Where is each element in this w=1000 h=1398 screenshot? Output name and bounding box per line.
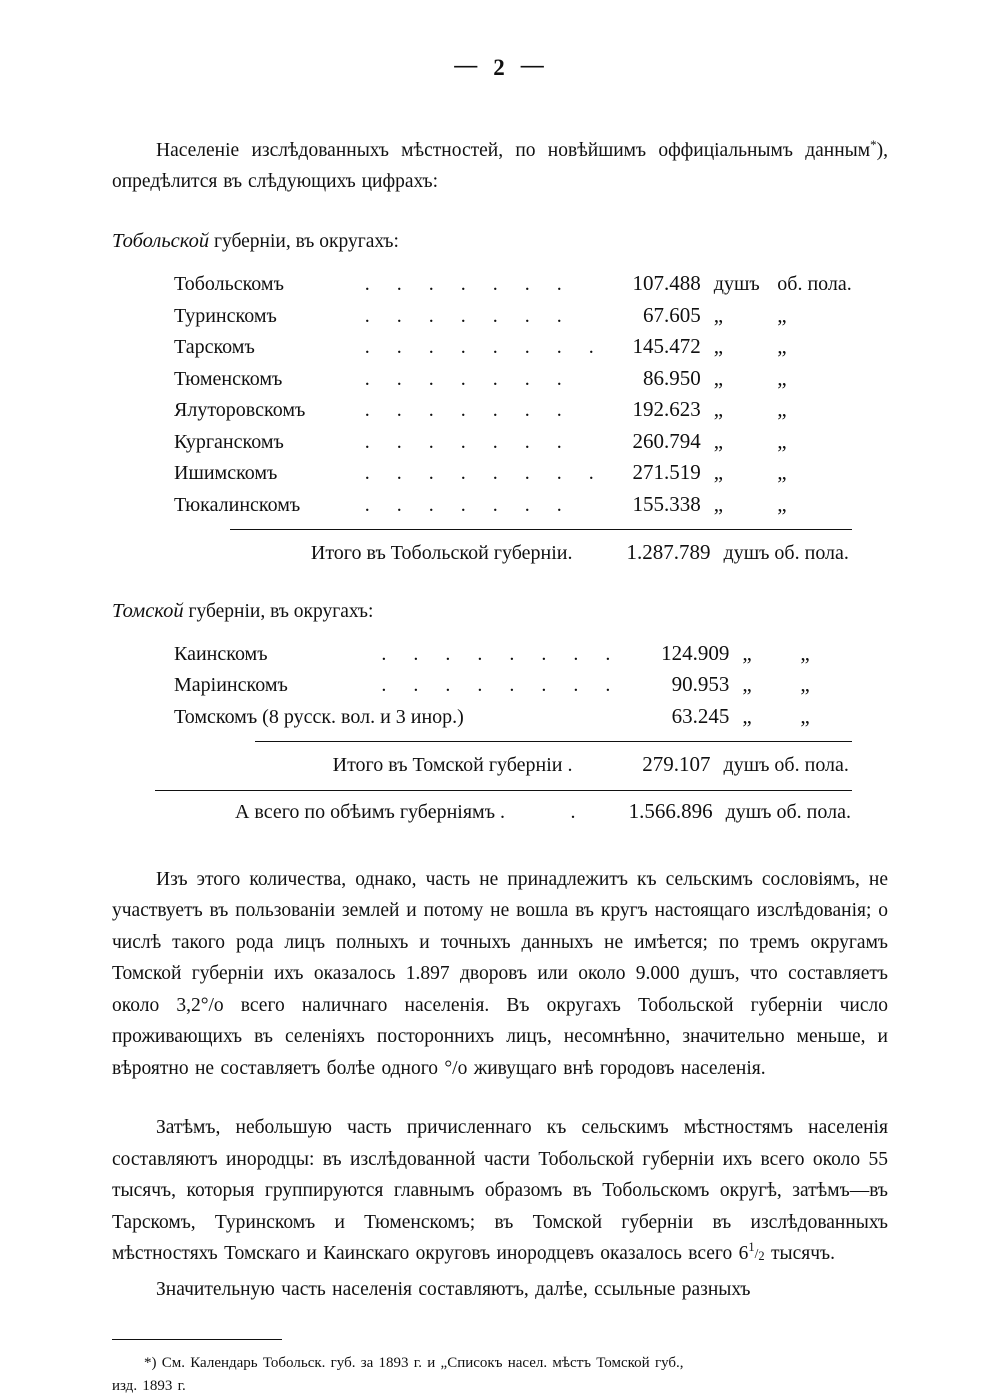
intro-text-part1: Населеніе изслѣдованныхъ мѣстностей, по новѣйшимъ оффиціальнымъ данным [156, 140, 871, 161]
unit-souls: „ [742, 672, 752, 696]
body-paragraph-2 [112, 1112, 888, 1270]
dot-leader: . . . . . . . . [364, 336, 605, 358]
district-name: Ишимскомъ [174, 462, 278, 484]
dot-leader: . . . . . . . [364, 273, 573, 295]
dot-leader: . . . . . . . . [364, 462, 605, 484]
unit-both-sexes: „ [800, 672, 810, 696]
body-paragraph-3 [112, 1274, 888, 1306]
footnote-line-2: изд. 1893 г. [112, 1378, 186, 1394]
table-row [112, 638, 852, 670]
district-population: 271.519 [632, 460, 701, 484]
table-row [112, 701, 852, 733]
page-header [0, 0, 1000, 81]
unit-both-sexes: об. пола. [777, 273, 852, 295]
tomsk-province-name: Томской [112, 599, 184, 622]
tobolsk-districts-table [112, 268, 852, 520]
district-population: 90.953 [671, 672, 730, 696]
footnote-line-1: См. Календарь Тобольск. губ. за 1893 г. и „Списокъ насел. мѣстъ Томской губ., [161, 1355, 684, 1371]
district-population: 260.794 [632, 428, 701, 453]
table-row [112, 300, 852, 332]
grand-total-label: А всего по обѣимъ губерніямъ . [234, 800, 506, 823]
page-number-dash-left: — [454, 52, 480, 77]
district-name: Каинскомъ [174, 642, 268, 665]
dot-leader: . . . . . . . [364, 430, 573, 453]
grand-total-table [112, 795, 852, 828]
tomsk-section-heading [112, 597, 1000, 626]
fraction-one-half: $^1/_2$ [748, 1240, 765, 1263]
footnote-separator-rule [112, 1339, 282, 1340]
tobolsk-total-value: 1.287.789 [626, 540, 711, 564]
dot-leader: . . . . . . . [364, 367, 573, 390]
tobolsk-total-table [112, 530, 852, 571]
district-population: 155.338 [632, 491, 701, 516]
district-name: Томскомъ (8 русск. вол. и 3 инор.) [174, 705, 464, 728]
tobolsk-heading-rest: губерніи, въ округахъ: [209, 231, 399, 252]
unit-both-sexes: „ [777, 397, 787, 421]
dot-leader: . . . . . . . [364, 493, 573, 516]
district-name: Тарскомъ [174, 336, 255, 358]
tobolsk-province-name: Тобольской [112, 230, 210, 252]
page-number-dash-right: — [520, 52, 546, 77]
grand-total-dot-leader: . [570, 800, 576, 823]
tomsk-total-label: Итого въ Томской губерніи . [332, 754, 573, 776]
tomsk-heading-rest: губерніи, въ округахъ: [183, 600, 374, 622]
table-total-row [112, 530, 852, 571]
unit-souls: „ [713, 460, 724, 484]
district-population: 67.605 [643, 302, 701, 327]
body-paragraph-2-text-a: Затѣмъ, небольшую часть причисленнаго къ сельскимъ мѣстностямъ населенія составляютъ инородцы: въ изслѣдованной части Тобольской губерніи ихъ всего около 55 тысячъ, которыя группируются главнымъ образомъ въ Тобольскомъ округѣ, затѣмъ—въ Тарскомъ, Туринскомъ и Тюменскомъ; въ Томской губерніи въ изслѣдованныхъ мѣстностяхъ Томскаго и Каинскаго округовъ инородцевъ оказалось всего 6 [112, 1117, 888, 1264]
table-row [112, 394, 852, 426]
district-name: Ялуторовскомъ [174, 399, 306, 421]
tobolsk-total-label: Итого въ Тобольской губерніи. [310, 542, 573, 564]
body-paragraph-3-text: Значительную часть населенія составляютъ, далѣе, ссыльные разныхъ [156, 1278, 751, 1300]
body-paragraph-1 [112, 864, 888, 1085]
grand-total-unit: душъ об. пола. [725, 800, 851, 823]
footnote [112, 1352, 888, 1398]
table-total-row [112, 795, 852, 828]
table-row [112, 331, 852, 363]
table-total-row [112, 742, 852, 783]
unit-souls: „ [713, 334, 724, 358]
table-row [112, 457, 852, 489]
grand-total-rule [155, 790, 852, 791]
intro-text-part2: ), опредѣлится въ слѣдующихъ цифрахъ: [112, 140, 888, 192]
district-name: Курганскомъ [174, 430, 284, 453]
unit-souls: „ [742, 640, 752, 665]
tomsk-total-value: 279.107 [642, 752, 711, 776]
unit-souls: „ [713, 397, 724, 421]
tomsk-districts-table [112, 638, 852, 733]
district-population: 107.488 [632, 271, 701, 295]
footnote-marker: *) [144, 1355, 157, 1371]
body-paragraph-2-text-b: тысячъ. [764, 1243, 835, 1264]
table-row [112, 363, 852, 395]
unit-souls: „ [713, 302, 724, 327]
tobolsk-total-unit: душъ об. пола. [723, 542, 849, 564]
tomsk-total-unit: душъ об. пола. [723, 754, 849, 776]
tomsk-total-table [112, 742, 852, 783]
district-population: 124.909 [661, 640, 730, 665]
tobolsk-section-heading [112, 227, 1000, 256]
table-row [112, 268, 852, 300]
unit-both-sexes: „ [777, 460, 787, 484]
unit-both-sexes: „ [777, 334, 787, 358]
table-row [112, 489, 852, 521]
fraction-denominator: 2 [758, 1249, 765, 1263]
footnote-marker-ref: * [870, 137, 877, 152]
dot-leader: . . . . . . . [364, 399, 573, 421]
district-name: Тобольскомъ [174, 273, 284, 295]
unit-souls: „ [713, 491, 724, 516]
dot-leader: . . . . . . . . [381, 642, 622, 665]
page-number: 2 [493, 55, 507, 80]
district-population: 86.950 [643, 365, 701, 390]
grand-total-value: 1.566.896 [628, 798, 713, 823]
unit-both-sexes: „ [777, 491, 787, 516]
table-row [112, 426, 852, 458]
unit-souls: „ [713, 428, 724, 453]
table-row [112, 669, 852, 701]
fraction-numerator: 1 [748, 1240, 755, 1254]
district-population: 192.623 [632, 397, 701, 421]
dot-leader: . . . . . . . [364, 304, 573, 327]
unit-souls: „ [713, 365, 724, 390]
unit-souls: „ [742, 703, 752, 728]
district-name: Тюкалинскомъ [174, 493, 301, 516]
district-name: Тюменскомъ [174, 367, 283, 390]
body-paragraph-1-text: Изъ этого количества, однако, часть не принадлежитъ къ сельскимъ сословіямъ, не участвуетъ въ пользованіи землей и потому не вошла въ кругъ настоящаго изслѣдованія; о числѣ такого рода лицъ полныхъ и точныхъ данныхъ не имѣется; по тремъ округамъ Томской губерніи ихъ оказалось 1.897 дворовъ или около 9.000 душъ, что составляетъ около 3,2°/о всего наличнаго населенія. Въ округахъ Тобольской губерніи число проживающихъ въ селеніяхъ постороннихъ лицъ, несомнѣнно, значительно меньше, и вѣроятно не составляетъ болѣе одного °/о живущаго внѣ городовъ населенія. [112, 868, 888, 1079]
intro-paragraph [112, 129, 888, 197]
unit-both-sexes: „ [777, 365, 787, 390]
district-name: Маріинскомъ [174, 674, 288, 696]
district-population: 145.472 [632, 334, 701, 358]
district-population: 63.245 [671, 703, 730, 728]
unit-both-sexes: „ [777, 302, 787, 327]
unit-both-sexes: „ [777, 428, 787, 453]
district-name: Туринскомъ [174, 304, 277, 327]
dot-leader: . . . . . . . . [381, 674, 622, 696]
unit-souls: душъ [713, 273, 760, 295]
unit-both-sexes: „ [800, 703, 810, 728]
unit-both-sexes: „ [800, 640, 810, 665]
